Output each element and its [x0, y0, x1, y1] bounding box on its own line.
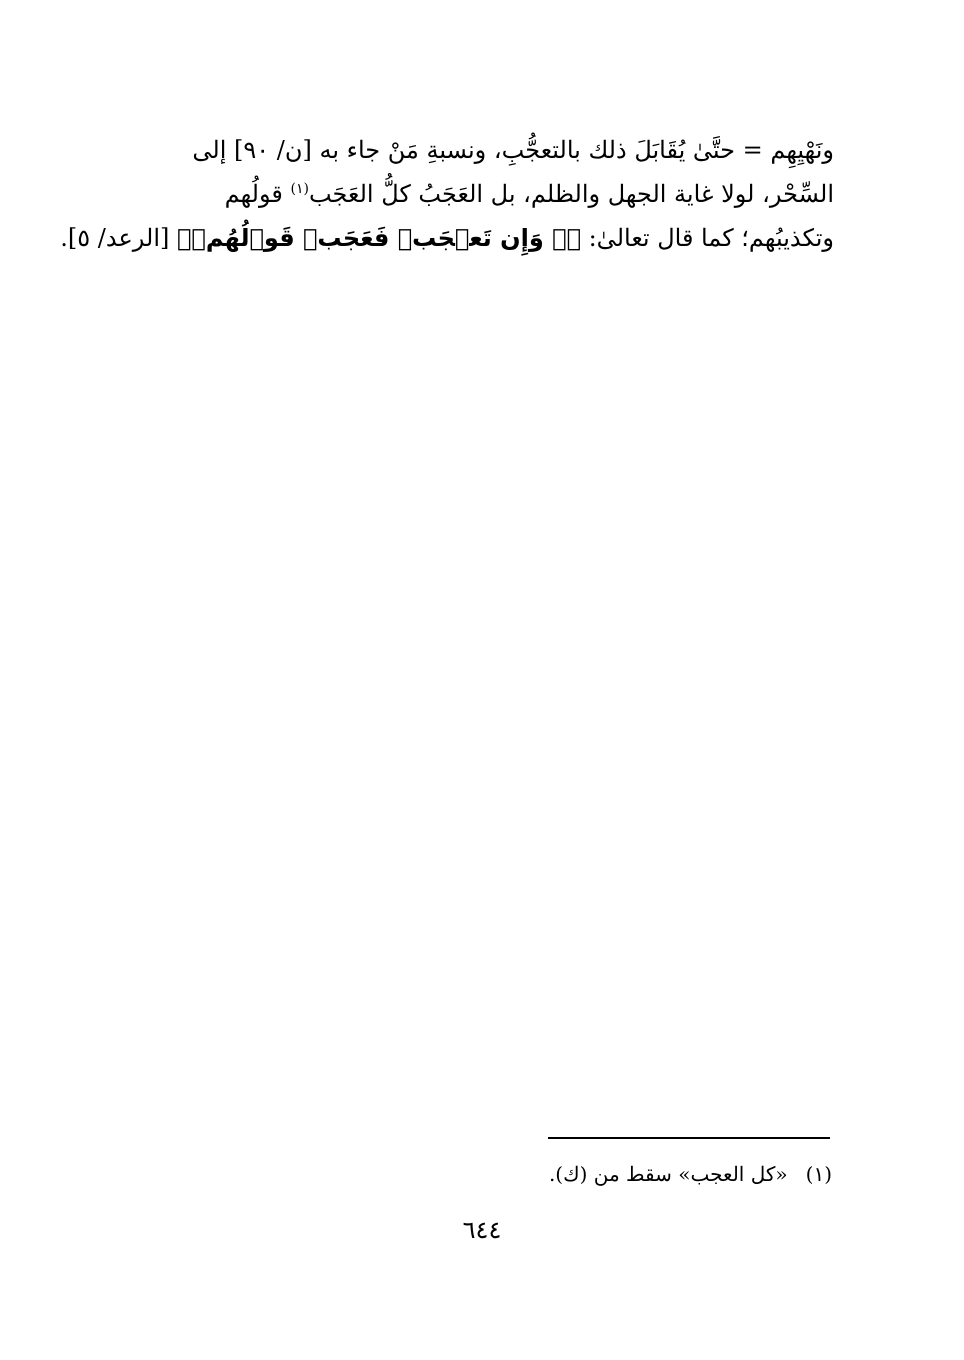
text-line-2 — [126, 172, 834, 216]
text-line-2-start: السِّحْر، لولا غاية الجهل والظلم، بل العَجَبُ كلُّ العَجَب — [308, 180, 834, 208]
text-line-1: ونَهْيِهِم = حتَّىٰ يُقَابَلَ ذلك بالتعجُّبِ، ونسبةِ مَنْ جاء به [ن/ ٩٠] إلى — [192, 136, 834, 164]
footnote-text: «كل العجب» سقط من (ك). — [548, 1162, 788, 1186]
text-line-3-start: وتكذيبُهم؛ كما قال تعالىٰ: — [580, 224, 834, 252]
quran-verse: ﴿۞ وَإِن تَعۡجَبۡ فَعَجَبٞ قَوۡلُهُمۡ﴾ — [177, 224, 581, 252]
page-number: ٦٤٤ — [462, 1216, 502, 1244]
footnote-divider — [548, 1137, 830, 1139]
footnote — [400, 1158, 832, 1190]
footnote-reference: (١) — [290, 181, 309, 197]
main-text — [60, 128, 834, 260]
verse-citation: [الرعد/ ٥]. — [60, 224, 178, 252]
text-line-2-end: قولُهم — [224, 180, 291, 208]
text-line-3 — [60, 216, 834, 260]
footnote-number: (١) — [805, 1162, 832, 1186]
